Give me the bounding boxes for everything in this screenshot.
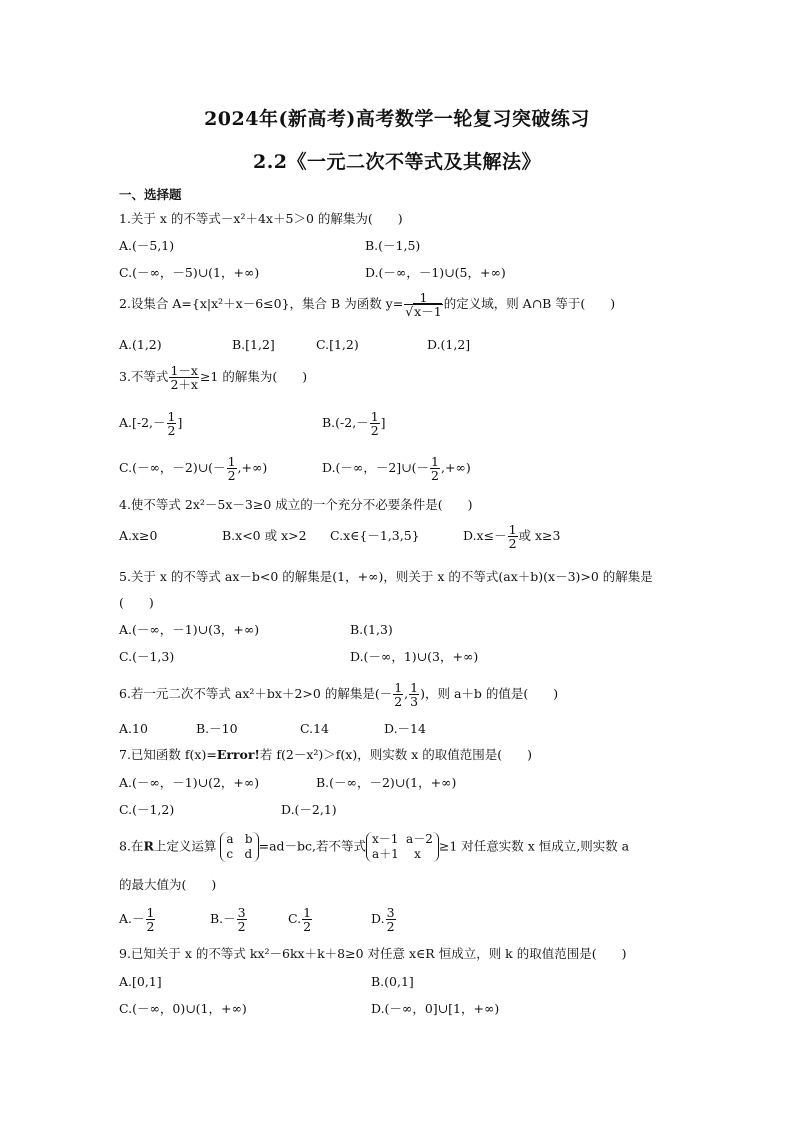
determinant-1: a b c d [220, 832, 258, 862]
question-8-stem-continued: 的最大值为( ) [119, 877, 217, 892]
question-9-option-c: C.(－∞，0)∪(1，+∞) [119, 1001, 247, 1016]
question-5-stem: 5.关于 x 的不等式 ax－b<0 的解集是(1，+∞)，则关于 x 的不等式(ax＋b)(x－3)>0 的解集是 [119, 569, 653, 584]
question-8-option-c: C. $\frac{1}{2}$ [288, 905, 312, 934]
question-1-option-d: D.(－∞，－1)∪(5，+∞) [365, 265, 506, 280]
question-2-fraction [404, 291, 442, 318]
question-7-option-a: A.(－∞，－1)∪(2，+∞) [119, 775, 260, 790]
question-1-option-b: B.(－1,5) [365, 238, 421, 253]
question-6-option-c: C.14 [300, 721, 329, 736]
question-5-option-b: B.(1,3) [350, 622, 393, 637]
question-6-stem: 6.若一元二次不等式 ax²＋bx＋2>0 的解集是(－ $\frac{1}{2}$ , $\frac{1}{3}$ )，则 a＋b 的值是( ) [119, 680, 559, 709]
determinant-2: x－1 a－2 a＋1 x [366, 832, 439, 862]
question-4-option-a: A.x≥0 [119, 528, 158, 543]
question-3-option-c: C.(－∞，－2)∪(－ $\frac{1}{2}$ ,+∞) [119, 454, 268, 483]
document-title: 2024年(新高考)高考数学一轮复习突破练习 [204, 108, 590, 130]
section-heading: 一、选择题 [119, 187, 182, 202]
question-2-stem-post: 的定义域，则 A∩B 等于( ) [443, 296, 616, 311]
question-3-stem-pre: 3.不等式 [119, 369, 169, 384]
question-7-stem: 7.已知函数 f(x)=Error!若 f(2－x²)＞f(x)，则实数 x 的取值范围是( ) [119, 747, 532, 762]
question-4-option-c: C.x∈{－1,3,5} [330, 528, 420, 543]
question-2-stem [119, 291, 615, 318]
fraction-denominator: √x－1 [405, 304, 442, 319]
question-8-stem: 8.在R上定义运算 a b c d =ad－bc,若不等式 x－1 a－2 a＋1 x ≥1 对任意实数 x 恒成立,则实数 a [119, 832, 630, 861]
question-2-stem-pre: 2.设集合 A={x|x²＋x－6≤0}，集合 B 为函数 y= [119, 296, 404, 311]
question-1-option-a: A.(－5,1) [119, 238, 175, 253]
question-4-option-b: B.x<0 或 x>2 [222, 528, 307, 543]
question-3-option-d: D.(－∞，－2]∪(－ $\frac{1}{2}$ ,+∞) [322, 454, 471, 483]
question-2-option-b: B.[1,2] [232, 337, 275, 352]
question-9-option-b: B.(0,1] [371, 974, 414, 989]
question-5-option-a: A.(－∞，－1)∪(3，+∞) [119, 622, 260, 637]
question-8-option-b: B.－ $\frac{3}{2}$ [210, 905, 246, 934]
question-5-option-d: D.(－∞，1)∪(3，+∞) [350, 649, 479, 664]
question-6-option-b: B.－10 [196, 721, 238, 736]
question-3-fraction [169, 364, 199, 391]
question-6-option-d: D.－14 [384, 721, 426, 736]
question-4-option-d: D.x≤－ $\frac{1}{2}$ 或 x≥3 [463, 522, 561, 551]
question-5-stem-continued: ( ) [119, 595, 154, 610]
question-1-option-c: C.(－∞，－5)∪(1，+∞) [119, 265, 260, 280]
question-3-stem-post: ≥1 的解集为( ) [199, 369, 308, 384]
question-3-stem [119, 364, 307, 391]
question-2-option-c: C.[1,2) [316, 337, 359, 352]
question-7-option-d: D.(－2,1) [281, 802, 337, 817]
question-4-stem: 4.使不等式 2x²－5x－3≥0 成立的一个充分不必要条件是( ) [119, 497, 473, 512]
question-5-option-c: C.(－1,3) [119, 649, 175, 664]
question-1-stem: 1.关于 x 的不等式－x²＋4x＋5＞0 的解集为( ) [119, 211, 403, 226]
question-6-option-a: A.10 [119, 721, 148, 736]
question-2-option-d: D.(1,2] [427, 337, 471, 352]
question-3-option-b: B.(-2,－ $\frac{1}{2}$ ] [322, 409, 386, 438]
question-3-option-a: A.[-2,－ $\frac{1}{2}$ ] [119, 409, 183, 438]
question-7-option-c: C.(－1,2) [119, 802, 175, 817]
fraction-denominator: 2＋x [170, 377, 198, 392]
question-9-option-d: D.(－∞，0]∪[1，+∞) [371, 1001, 500, 1016]
question-9-stem: 9.已知关于 x 的不等式 kx²－6kx＋k＋8≥0 对任意 x∈R 恒成立，则 k 的取值范围是( ) [119, 946, 627, 961]
fraction-numerator: 1－x [170, 363, 198, 378]
question-9-option-a: A.[0,1] [119, 974, 162, 989]
question-8-option-d: D. $\frac{3}{2}$ [371, 905, 395, 934]
question-2-option-a: A.(1,2) [119, 337, 162, 352]
error-text: Error! [216, 747, 260, 762]
question-8-option-a: A.－ $\frac{1}{2}$ [119, 905, 155, 934]
question-7-option-b: B.(－∞，－2)∪(1，+∞) [316, 775, 457, 790]
document-subtitle: 2.2《一元二次不等式及其解法》 [252, 151, 542, 173]
fraction-numerator: 1 [404, 291, 442, 305]
